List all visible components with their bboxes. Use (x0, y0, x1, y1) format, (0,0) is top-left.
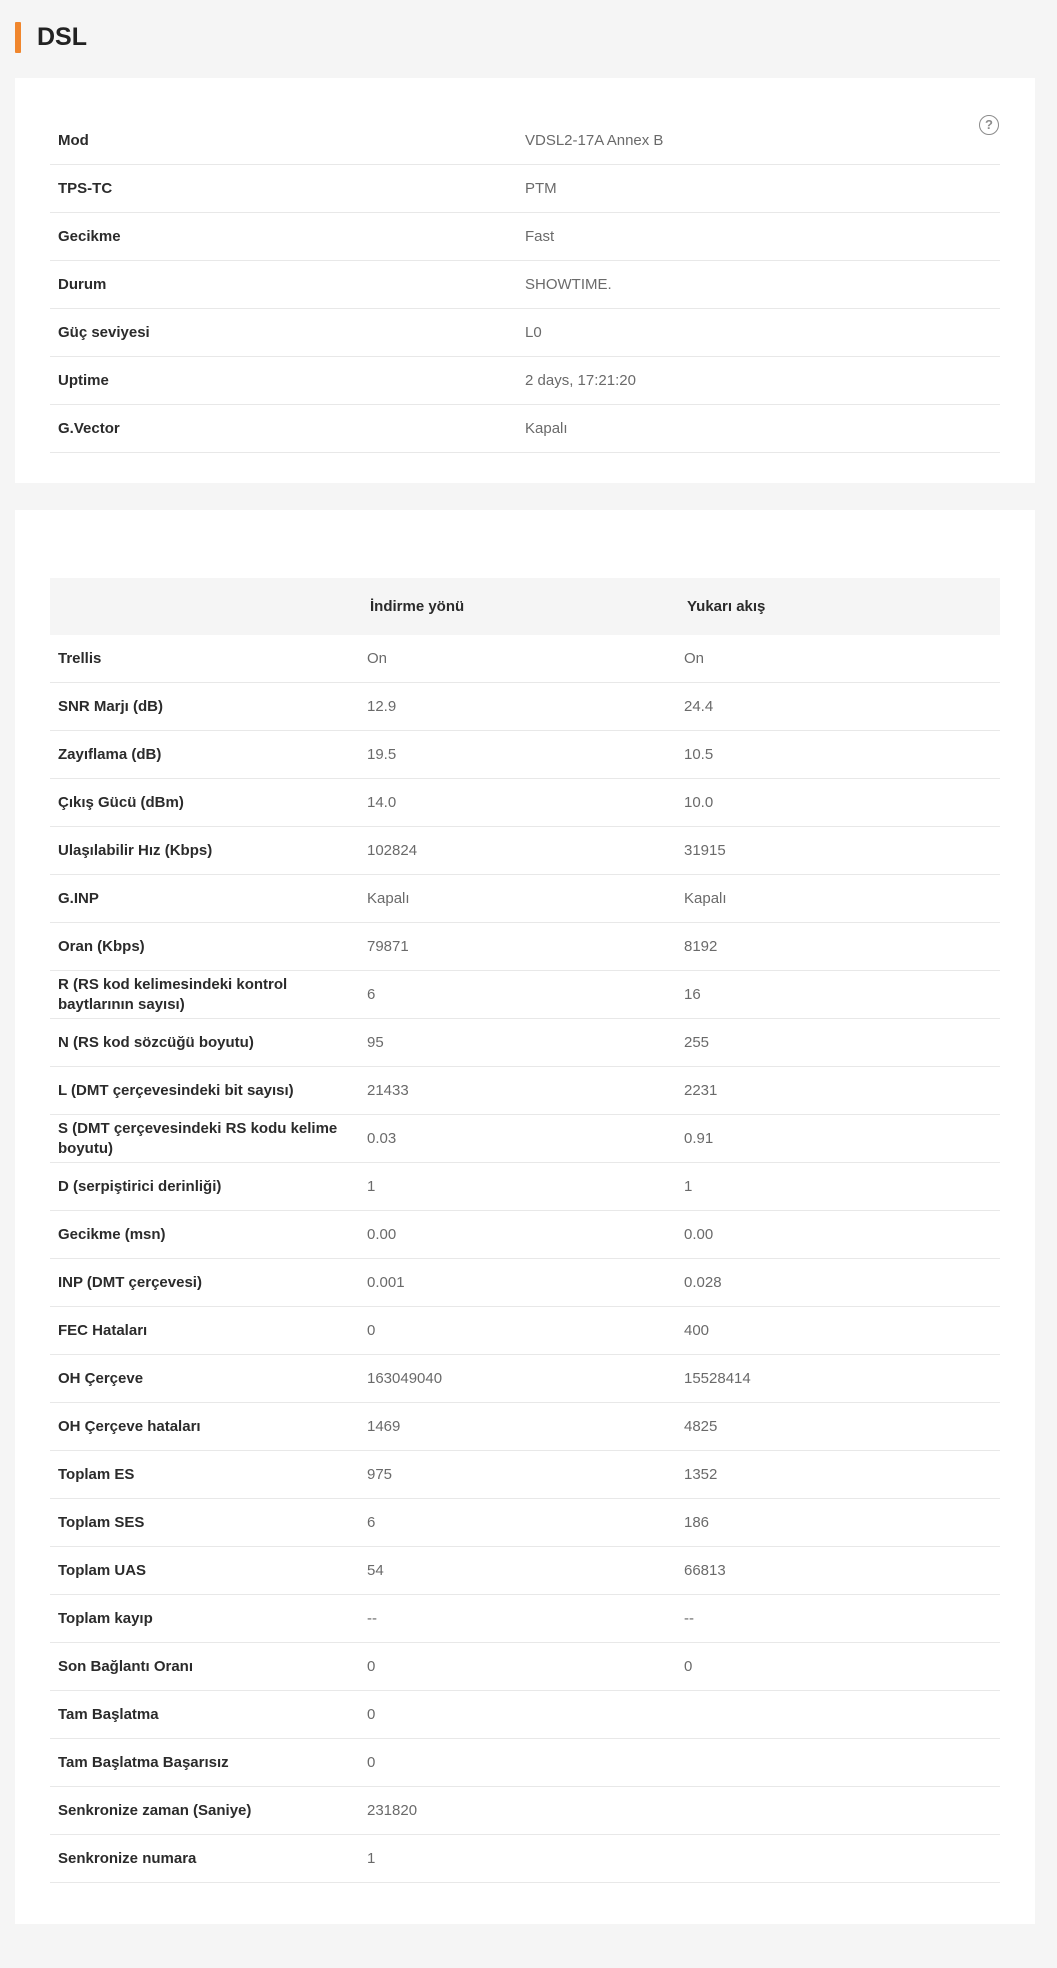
stat-downstream-value: Kapalı (367, 890, 410, 907)
table-row (50, 1211, 1000, 1259)
stat-downstream-value: 0.00 (367, 1226, 397, 1243)
table-row (50, 1835, 1000, 1883)
status-label: Gecikme (58, 228, 121, 245)
stat-upstream-value: 10.0 (684, 794, 714, 811)
stat-downstream-value: 975 (367, 1466, 393, 1483)
table-row (50, 1019, 1000, 1067)
table-row (50, 683, 1000, 731)
stat-upstream-value: 4825 (684, 1418, 718, 1435)
status-label: TPS-TC (58, 180, 113, 197)
status-row-mod (50, 117, 1000, 165)
stat-downstream-value: 79871 (367, 938, 409, 955)
stat-upstream-value: 400 (684, 1322, 710, 1339)
stat-downstream-value: 12.9 (367, 698, 397, 715)
stat-label: Oran (Kbps) (58, 937, 145, 955)
stat-upstream-value: 8192 (684, 938, 718, 955)
stat-upstream-value: 66813 (684, 1562, 726, 1579)
stat-downstream-value: -- (367, 1610, 377, 1627)
table-row (50, 1787, 1000, 1835)
dsl-status-table (50, 117, 1000, 453)
stat-label: Toplam ES (58, 1465, 135, 1483)
stat-upstream-value: 10.5 (684, 746, 714, 763)
stat-downstream-value: 0.03 (367, 1130, 397, 1147)
table-row (50, 1355, 1000, 1403)
stat-label: N (RS kod sözcüğü boyutu) (58, 1033, 254, 1051)
question-circle-icon[interactable]: ? (979, 115, 999, 135)
stat-downstream-value: 0 (367, 1754, 376, 1771)
stat-label: Ulaşılabilir Hız (Kbps) (58, 841, 213, 859)
title-accent-bar (15, 22, 21, 53)
table-row (50, 1115, 1000, 1163)
status-label: Durum (58, 276, 107, 293)
dsl-stats-table (50, 578, 1000, 1883)
table-row (50, 731, 1000, 779)
stat-label: Son Bağlantı Oranı (58, 1657, 194, 1675)
stat-downstream-value: 1 (367, 1178, 376, 1195)
stat-label: Tam Başlatma (58, 1705, 159, 1723)
status-row-tps-tc (50, 165, 1000, 213)
stat-upstream-value: 24.4 (684, 698, 714, 715)
table-row (50, 1307, 1000, 1355)
status-value: Kapalı (525, 420, 568, 437)
table-row (50, 635, 1000, 683)
header-downstream: İndirme yönü (370, 598, 465, 615)
page-header (15, 22, 87, 53)
stat-upstream-value: 0.00 (684, 1226, 714, 1243)
status-row-gvector (50, 405, 1000, 453)
status-value: L0 (525, 324, 542, 341)
stats-table-body (50, 635, 1000, 1883)
status-value: SHOWTIME. (525, 276, 612, 293)
stat-label: G.INP (58, 889, 99, 907)
stat-upstream-value: Kapalı (684, 890, 727, 907)
stat-label: Toplam SES (58, 1513, 145, 1531)
stat-label: L (DMT çerçevesindeki bit sayısı) (58, 1081, 294, 1099)
stat-downstream-value: On (367, 650, 388, 667)
status-label: Mod (58, 132, 89, 149)
status-row-uptime (50, 357, 1000, 405)
stat-upstream-value: 1352 (684, 1466, 718, 1483)
status-label: G.Vector (58, 420, 120, 437)
stat-upstream-value: 0.91 (684, 1130, 714, 1147)
stat-downstream-value: 1 (367, 1850, 376, 1867)
stat-downstream-value: 0.001 (367, 1274, 405, 1291)
stat-label: Toplam kayıp (58, 1609, 153, 1627)
stat-downstream-value: 163049040 (367, 1370, 443, 1387)
stat-upstream-value: 0.028 (684, 1274, 722, 1291)
table-row (50, 875, 1000, 923)
table-row (50, 923, 1000, 971)
table-row (50, 1691, 1000, 1739)
stat-label: Gecikme (msn) (58, 1225, 166, 1243)
table-row (50, 779, 1000, 827)
table-row (50, 971, 1000, 1019)
stat-label: S (DMT çerçevesindeki RS kodu kelime boyutu) (58, 1119, 338, 1157)
status-value: 2 days, 17:21:20 (525, 372, 636, 389)
table-row (50, 1499, 1000, 1547)
dsl-status-card (15, 78, 1035, 483)
stat-label: D (serpiştirici derinliği) (58, 1177, 222, 1195)
stat-downstream-value: 19.5 (367, 746, 397, 763)
stats-table-header (50, 578, 1000, 635)
status-row-durum (50, 261, 1000, 309)
stat-downstream-value: 0 (367, 1658, 376, 1675)
stat-downstream-value: 21433 (367, 1082, 409, 1099)
table-row (50, 1739, 1000, 1787)
table-row (50, 1403, 1000, 1451)
stat-upstream-value: 31915 (684, 842, 726, 859)
stat-downstream-value: 0 (367, 1322, 376, 1339)
stat-label: INP (DMT çerçevesi) (58, 1273, 202, 1291)
stat-upstream-value: 16 (684, 986, 701, 1003)
stat-label: Trellis (58, 649, 102, 667)
table-row (50, 1451, 1000, 1499)
table-row (50, 1067, 1000, 1115)
stat-label: Senkronize zaman (Saniye) (58, 1801, 252, 1819)
stat-label: Tam Başlatma Başarısız (58, 1753, 229, 1771)
status-value: Fast (525, 228, 555, 245)
table-row (50, 1595, 1000, 1643)
stat-upstream-value: 15528414 (684, 1370, 751, 1387)
table-row (50, 1259, 1000, 1307)
stat-downstream-value: 0 (367, 1706, 376, 1723)
stat-upstream-value: 186 (684, 1514, 710, 1531)
stat-label: Zayıflama (dB) (58, 745, 162, 763)
stat-label: OH Çerçeve (58, 1369, 144, 1387)
stat-downstream-value: 102824 (367, 842, 418, 859)
stat-downstream-value: 231820 (367, 1802, 418, 1819)
stat-upstream-value: On (684, 650, 705, 667)
stat-label: SNR Marjı (dB) (58, 697, 163, 715)
status-value: PTM (525, 180, 557, 197)
stat-downstream-value: 95 (367, 1034, 384, 1051)
stat-label: Toplam UAS (58, 1561, 147, 1579)
status-label: Uptime (58, 372, 109, 389)
page-title: DSL (37, 23, 87, 51)
stat-label: Çıkış Gücü (dBm) (58, 793, 184, 811)
stat-label: OH Çerçeve hataları (58, 1417, 201, 1435)
stat-label: R (RS kod kelimesindeki kontrol baytlarının sayısı) (58, 975, 288, 1013)
stat-label: Senkronize numara (58, 1849, 197, 1867)
stat-downstream-value: 14.0 (367, 794, 397, 811)
stat-downstream-value: 54 (367, 1562, 384, 1579)
stat-downstream-value: 1469 (367, 1418, 401, 1435)
table-row (50, 1163, 1000, 1211)
table-row (50, 1643, 1000, 1691)
stat-upstream-value: 0 (684, 1658, 693, 1675)
dsl-stats-card (15, 510, 1035, 1924)
stat-downstream-value: 6 (367, 986, 376, 1003)
table-row (50, 1547, 1000, 1595)
status-row-power-level (50, 309, 1000, 357)
stat-upstream-value: 255 (684, 1034, 710, 1051)
status-label: Güç seviyesi (58, 324, 150, 341)
stat-label: FEC Hataları (58, 1321, 148, 1339)
stat-upstream-value: 1 (684, 1178, 693, 1195)
stat-upstream-value: 2231 (684, 1082, 718, 1099)
stat-downstream-value: 6 (367, 1514, 376, 1531)
table-row (50, 827, 1000, 875)
stat-upstream-value: -- (684, 1610, 694, 1627)
status-value: VDSL2-17A Annex B (525, 132, 664, 149)
header-upstream: Yukarı akış (687, 598, 766, 615)
status-row-gecikme (50, 213, 1000, 261)
